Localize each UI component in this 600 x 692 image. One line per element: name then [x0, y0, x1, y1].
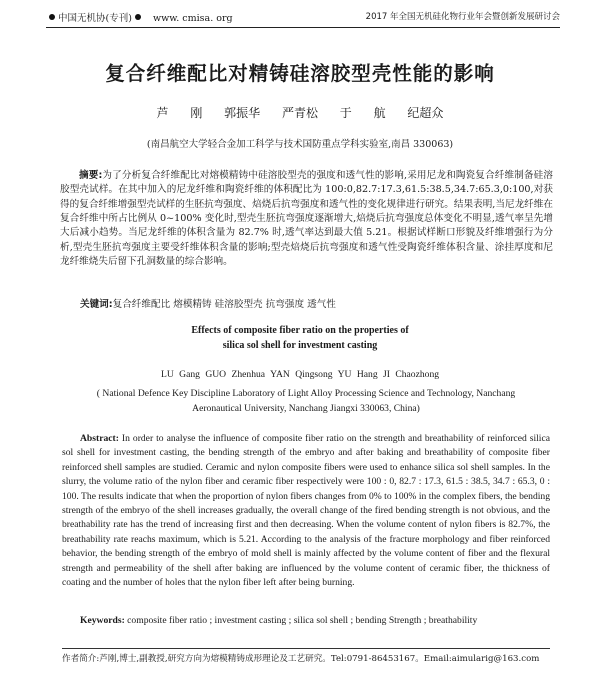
header-journal-name: 中国无机协(专刊): [58, 13, 132, 24]
author-list: 芦 刚 郭振华 严青松 于 航 纪超众: [156, 106, 444, 120]
footnote-rule: [62, 648, 550, 649]
affiliation: (南昌航空大学轻合金加工科学与技术国防重点学科实验室,南昌 330063): [146, 139, 454, 150]
keywords-cn-text: 复合纤维配比 熔模精铸 硅溶胶型壳 抗弯强度 透气性: [112, 299, 336, 310]
header-journal: [46, 10, 233, 24]
abstract-cn-label: 摘要:: [79, 170, 103, 181]
keywords-en: [80, 615, 550, 626]
abstract-cn: [60, 169, 553, 269]
bullet-icon: [49, 14, 55, 20]
keywords-en-text: composite fiber ratio ; investment casting ; silica sol shell ; bending Strength ; breathability: [127, 615, 478, 626]
keywords-cn: [80, 296, 550, 310]
header-rule: [46, 27, 560, 28]
abstract-en: [62, 432, 550, 590]
bullet-icon: [135, 14, 141, 20]
author-footnote: 作者简介:芦刚,博士,副教授,研究方向为熔模精铸成形理论及工艺研究。Tel:0791-86453167。Email:aimularig@163.com: [62, 654, 540, 664]
running-header: [46, 10, 560, 26]
english-title: [0, 323, 600, 353]
keywords-cn-label: 关键词:: [80, 299, 113, 310]
abstract-cn-text: 为了分析复合纤维配比对熔模精铸中硅溶胶型壳的强度和透气性的影响,采用尼龙和陶瓷复合纤维制备硅溶胶型壳试样。在其中加入的尼龙纤维和陶瓷纤维的体积配比为 100:0,82.7:17.3,61.5:38.5,34.7:65.3,0:100,对获得的复合纤维增强型壳试样的生胚抗弯强度、焙烧后抗弯强度和透气性的变化规律进行研究。结果表明,当尼龙纤维在复合纤维中所占比例从 0~100% 变化时,型壳生胚抗弯强度逐渐增大,焙烧后抗弯强度总体变化不明显,透气率呈先增大后减小趋势。当尼龙纤维的体积含量为 82.7% 时,透气率达到最大值 5.21。根据试样断口形貌及纤维增强行为分析,型壳生胚抗弯强度主要受纤维体积含量的影响;型壳焙烧后抗弯强度和透气性受陶瓷纤维体积含量、涂挂厚度和尼龙纤维烧失后留下孔洞数量的综合影响。: [60, 170, 553, 268]
abstract-en-text: In order to analyse the influence of composite fiber ratio on the strength and breathability of reinforced silica sol shell for investment casting, the bending strength of the embryo and after baking and breathability of composite fiber reinforced shell samples are studied. Ceramic and nylon composite fibers were used to enhance silica sol shell samples. In the slurry, the volume ratio of the nylon fiber and ceramic fiber respectively were 100 : 0, 82.7 : 17.3, 61.5 : 38.5, 34.7 : 65.3, 0 : 100. The results indicate that when the proportion of nylon fibers changes from 0% to 100% in the complex fibers, the bending strength of the embryo of the shell increases gradually, the overall change of the fired bending strength is not obvious, and the breathability rate has the trend of increasing first and then decreasing. When the volume content of nylon fibers is 82.7%, the breathability rate reachs maximum, which is 5.21. According to the analysis of the fracture morphology and fiber reinforced behavior, the bending strength of the embryo of mold shell is mainly affected by the volume content of fiber and the flexural strength and permeability of the shell after baking are influenced by the volume content of ceramic fiber, the thickness of coating and the number of holes that the nylon fiber left after being burning.: [62, 433, 550, 589]
english-affiliation: ( National Defence Key Discipline Laboratory of Light Alloy Processing Science and Technology, Nanchang Aeronautical University, Nanchang Jiangxi 330063, China): [96, 388, 516, 414]
english-title-line2: silica sol shell for investment casting: [222, 340, 378, 351]
english-authors: LU Gang GUO Zhenhua YAN Qingsong YU Hang JI Chaozhong: [160, 369, 440, 380]
english-title-line1: Effects of composite fiber ratio on the properties of: [191, 325, 409, 336]
header-conference: 2017 年全国无机硅化物行业年会暨创新发展研讨会: [365, 12, 560, 22]
abstract-en-label: Abstract:: [80, 433, 119, 444]
paper-title: 复合纤维配比对精铸硅溶胶型壳性能的影响: [105, 62, 495, 85]
keywords-en-label: Keywords:: [80, 615, 125, 626]
header-url: www. cmisa. org: [152, 13, 233, 24]
